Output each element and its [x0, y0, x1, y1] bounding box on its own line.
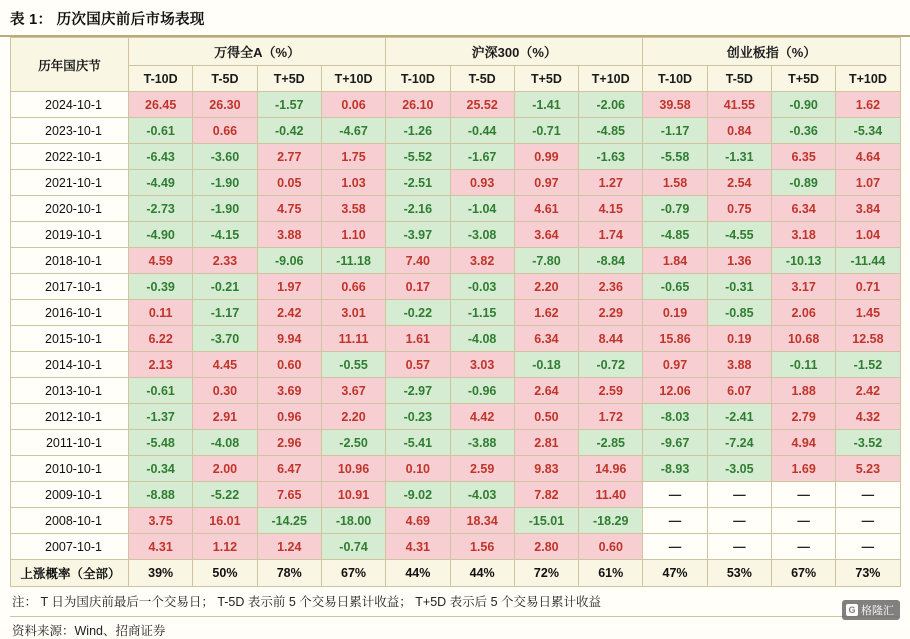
data-cell: 4.69 [386, 508, 450, 534]
probability-cell: 44% [450, 560, 514, 587]
probability-cell: 73% [836, 560, 900, 587]
data-cell: -3.05 [707, 456, 771, 482]
data-cell: 3.75 [129, 508, 193, 534]
table-row [11, 196, 901, 222]
data-cell: 0.71 [836, 274, 900, 300]
data-cell: -4.67 [321, 118, 385, 144]
data-cell: -0.61 [129, 118, 193, 144]
data-cell: -11.18 [321, 248, 385, 274]
data-cell: -0.22 [386, 300, 450, 326]
data-cell: -0.34 [129, 456, 193, 482]
data-cell: -0.42 [257, 118, 321, 144]
row-label: 2023-10-1 [11, 118, 129, 144]
table-row [11, 300, 901, 326]
table-row [11, 326, 901, 352]
data-cell: 0.75 [707, 196, 771, 222]
data-cell: 2.42 [257, 300, 321, 326]
table-row [11, 508, 901, 534]
data-cell: -7.24 [707, 430, 771, 456]
data-cell: 0.11 [129, 300, 193, 326]
page-title: 表 1： 历次国庆前后市场表现 [10, 12, 205, 28]
data-cell: 7.82 [514, 482, 578, 508]
data-cell: -1.67 [450, 144, 514, 170]
data-cell: 0.30 [193, 378, 257, 404]
data-cell: 1.24 [257, 534, 321, 560]
sub-header-t+10d-1: T+10D [321, 66, 385, 92]
data-cell: -2.97 [386, 378, 450, 404]
data-cell: 2.06 [771, 300, 835, 326]
data-cell: 5.23 [836, 456, 900, 482]
sub-header-t+5d-1: T+5D [257, 66, 321, 92]
data-cell: -0.79 [643, 196, 707, 222]
table-row [11, 118, 901, 144]
data-cell: 6.22 [129, 326, 193, 352]
row-label: 2021-10-1 [11, 170, 129, 196]
data-cell: -0.71 [514, 118, 578, 144]
row-label: 2008-10-1 [11, 508, 129, 534]
table-row [11, 248, 901, 274]
data-cell: 3.01 [321, 300, 385, 326]
data-cell: -18.00 [321, 508, 385, 534]
data-cell: -0.11 [771, 352, 835, 378]
data-cell: -0.23 [386, 404, 450, 430]
market-performance-table [10, 37, 901, 587]
data-cell: -5.34 [836, 118, 900, 144]
data-cell: -0.96 [450, 378, 514, 404]
data-cell: 3.69 [257, 378, 321, 404]
data-cell: 11.11 [321, 326, 385, 352]
data-cell: -15.01 [514, 508, 578, 534]
data-cell: 0.50 [514, 404, 578, 430]
row-label: 2020-10-1 [11, 196, 129, 222]
data-cell: 3.84 [836, 196, 900, 222]
source-note: 资料来源：Wind、招商证券 [12, 624, 166, 639]
data-cell: -3.08 [450, 222, 514, 248]
data-cell: 0.57 [386, 352, 450, 378]
data-cell: 3.82 [450, 248, 514, 274]
data-cell: 2.81 [514, 430, 578, 456]
data-cell: -0.61 [129, 378, 193, 404]
data-cell: -4.49 [129, 170, 193, 196]
data-cell: 1.69 [771, 456, 835, 482]
data-cell: -1.63 [579, 144, 643, 170]
data-cell: 2.77 [257, 144, 321, 170]
group-header-wande: 万得全A（%） [129, 38, 386, 66]
probability-row-label: 上涨概率（全部） [11, 560, 129, 587]
data-cell: 4.64 [836, 144, 900, 170]
data-cell: -3.52 [836, 430, 900, 456]
data-cell: -18.29 [579, 508, 643, 534]
data-cell: -2.51 [386, 170, 450, 196]
data-cell: -8.88 [129, 482, 193, 508]
data-cell: -5.52 [386, 144, 450, 170]
data-cell: -1.17 [643, 118, 707, 144]
probability-row [11, 560, 901, 587]
row-label: 2011-10-1 [11, 430, 129, 456]
sub-header-t-10d-2: T-10D [386, 66, 450, 92]
data-cell: -0.21 [193, 274, 257, 300]
data-cell: -0.85 [707, 300, 771, 326]
data-cell: 1.56 [450, 534, 514, 560]
data-cell: 0.17 [386, 274, 450, 300]
probability-cell: 53% [707, 560, 771, 587]
data-cell: 1.27 [579, 170, 643, 196]
data-cell: 2.54 [707, 170, 771, 196]
data-cell: -4.55 [707, 222, 771, 248]
data-cell: 11.40 [579, 482, 643, 508]
row-label: 2022-10-1 [11, 144, 129, 170]
row-label: 2010-10-1 [11, 456, 129, 482]
data-cell: 1.74 [579, 222, 643, 248]
data-cell: -1.37 [129, 404, 193, 430]
sub-header-t-5d-2: T-5D [450, 66, 514, 92]
row-label: 2016-10-1 [11, 300, 129, 326]
data-cell: -0.36 [771, 118, 835, 144]
probability-cell: 47% [643, 560, 707, 587]
data-cell: 1.36 [707, 248, 771, 274]
footnote: 注： T 日为国庆前最后一个交易日； T-5D 表示前 5 个交易日累计收益； T+5D 表示后 5 个交易日累计收益 [12, 595, 602, 609]
data-cell: 1.62 [514, 300, 578, 326]
data-cell: 0.66 [321, 274, 385, 300]
data-cell: -5.22 [193, 482, 257, 508]
data-cell: 3.67 [321, 378, 385, 404]
data-cell: 1.88 [771, 378, 835, 404]
data-cell: 2.29 [579, 300, 643, 326]
data-cell: -9.02 [386, 482, 450, 508]
data-cell: — [707, 508, 771, 534]
data-cell: — [771, 508, 835, 534]
data-cell: 2.13 [129, 352, 193, 378]
probability-cell: 72% [514, 560, 578, 587]
row-label: 2019-10-1 [11, 222, 129, 248]
data-cell: 1.45 [836, 300, 900, 326]
data-cell: 2.00 [193, 456, 257, 482]
data-cell: 39.58 [643, 92, 707, 118]
data-cell: 9.83 [514, 456, 578, 482]
data-cell: 0.60 [257, 352, 321, 378]
data-cell: -0.55 [321, 352, 385, 378]
data-cell: — [643, 534, 707, 560]
data-cell: -0.44 [450, 118, 514, 144]
data-cell: -5.48 [129, 430, 193, 456]
data-cell: — [771, 534, 835, 560]
data-cell: -0.65 [643, 274, 707, 300]
row-label: 2018-10-1 [11, 248, 129, 274]
data-cell: 4.75 [257, 196, 321, 222]
table-row [11, 456, 901, 482]
data-cell: 3.64 [514, 222, 578, 248]
data-cell: 1.58 [643, 170, 707, 196]
data-cell: 9.94 [257, 326, 321, 352]
data-cell: 1.03 [321, 170, 385, 196]
data-cell: -3.60 [193, 144, 257, 170]
data-cell: 3.88 [707, 352, 771, 378]
data-cell: -4.15 [193, 222, 257, 248]
probability-cell: 50% [193, 560, 257, 587]
data-cell: 7.65 [257, 482, 321, 508]
data-cell: 26.45 [129, 92, 193, 118]
data-cell: -5.58 [643, 144, 707, 170]
data-cell: — [836, 482, 900, 508]
table-row [11, 144, 901, 170]
data-cell: -4.03 [450, 482, 514, 508]
watermark [842, 600, 900, 620]
data-cell: 18.34 [450, 508, 514, 534]
data-cell: 0.97 [643, 352, 707, 378]
data-cell: 4.15 [579, 196, 643, 222]
data-cell: 6.07 [707, 378, 771, 404]
data-cell: — [836, 508, 900, 534]
data-cell: -14.25 [257, 508, 321, 534]
data-cell: -10.13 [771, 248, 835, 274]
data-cell: -2.50 [321, 430, 385, 456]
data-cell: 0.19 [643, 300, 707, 326]
data-cell: 8.44 [579, 326, 643, 352]
table-title-bar [0, 0, 910, 37]
data-cell: 1.07 [836, 170, 900, 196]
data-cell: 7.40 [386, 248, 450, 274]
data-cell: 0.66 [193, 118, 257, 144]
sub-header-t-10d-1: T-10D [129, 66, 193, 92]
data-cell: 1.84 [643, 248, 707, 274]
data-cell: 1.61 [386, 326, 450, 352]
data-cell: — [707, 482, 771, 508]
data-cell: -9.67 [643, 430, 707, 456]
data-cell: -1.57 [257, 92, 321, 118]
data-cell: -1.90 [193, 196, 257, 222]
data-cell: 6.34 [514, 326, 578, 352]
data-cell: 0.97 [514, 170, 578, 196]
data-cell: 10.91 [321, 482, 385, 508]
data-cell: -0.89 [771, 170, 835, 196]
data-cell: -2.85 [579, 430, 643, 456]
data-cell: -6.43 [129, 144, 193, 170]
group-header-row [11, 38, 901, 66]
data-cell: -2.06 [579, 92, 643, 118]
data-cell: 2.79 [771, 404, 835, 430]
watermark-logo-icon: G [846, 604, 858, 616]
data-cell: -4.85 [643, 222, 707, 248]
row-label: 2024-10-1 [11, 92, 129, 118]
table-row [11, 274, 901, 300]
row-label: 2014-10-1 [11, 352, 129, 378]
data-cell: 10.68 [771, 326, 835, 352]
data-cell: 4.61 [514, 196, 578, 222]
data-cell: -1.26 [386, 118, 450, 144]
data-cell: -2.73 [129, 196, 193, 222]
data-cell: 4.45 [193, 352, 257, 378]
data-cell: 2.36 [579, 274, 643, 300]
data-cell: 3.03 [450, 352, 514, 378]
data-cell: -4.85 [579, 118, 643, 144]
data-cell: 0.60 [579, 534, 643, 560]
sub-header-t-5d-3: T-5D [707, 66, 771, 92]
data-cell: 0.19 [707, 326, 771, 352]
data-cell: 2.64 [514, 378, 578, 404]
group-header-hs300: 沪深300（%） [386, 38, 643, 66]
data-cell: -1.90 [193, 170, 257, 196]
data-cell: 1.04 [836, 222, 900, 248]
data-cell: -0.74 [321, 534, 385, 560]
data-cell: 2.59 [450, 456, 514, 482]
data-cell: 1.10 [321, 222, 385, 248]
data-cell: -0.03 [450, 274, 514, 300]
data-cell: 0.84 [707, 118, 771, 144]
data-cell: 25.52 [450, 92, 514, 118]
data-cell: 0.99 [514, 144, 578, 170]
data-cell: 3.88 [257, 222, 321, 248]
data-cell: 1.75 [321, 144, 385, 170]
table-row [11, 352, 901, 378]
data-cell: 4.32 [836, 404, 900, 430]
data-cell: 6.34 [771, 196, 835, 222]
data-cell: -4.08 [193, 430, 257, 456]
data-cell: -1.17 [193, 300, 257, 326]
data-cell: 3.17 [771, 274, 835, 300]
sub-header-t+10d-2: T+10D [579, 66, 643, 92]
data-cell: -3.70 [193, 326, 257, 352]
data-cell: -1.04 [450, 196, 514, 222]
data-cell: -9.06 [257, 248, 321, 274]
data-cell: 2.59 [579, 378, 643, 404]
data-cell: -0.18 [514, 352, 578, 378]
probability-cell: 67% [771, 560, 835, 587]
data-cell: — [836, 534, 900, 560]
data-cell: 4.42 [450, 404, 514, 430]
data-cell: -1.41 [514, 92, 578, 118]
data-cell: — [643, 482, 707, 508]
data-cell: 10.96 [321, 456, 385, 482]
sub-header-t-5d-1: T-5D [193, 66, 257, 92]
data-cell: 2.20 [321, 404, 385, 430]
data-cell: 1.72 [579, 404, 643, 430]
data-cell: 0.93 [450, 170, 514, 196]
data-cell: -1.15 [450, 300, 514, 326]
data-cell: 0.96 [257, 404, 321, 430]
group-header-chinext: 创业板指（%） [643, 38, 900, 66]
sub-header-t+5d-3: T+5D [771, 66, 835, 92]
data-cell: 1.97 [257, 274, 321, 300]
watermark-label: 格隆汇 [861, 605, 894, 617]
data-cell: 12.58 [836, 326, 900, 352]
table-row [11, 222, 901, 248]
data-cell: -1.31 [707, 144, 771, 170]
probability-cell: 61% [579, 560, 643, 587]
row-label: 2009-10-1 [11, 482, 129, 508]
row-label: 2012-10-1 [11, 404, 129, 430]
data-cell: — [771, 482, 835, 508]
table-row [11, 378, 901, 404]
data-cell: 0.10 [386, 456, 450, 482]
table-row [11, 430, 901, 456]
data-cell: 4.59 [129, 248, 193, 274]
data-cell: -0.31 [707, 274, 771, 300]
data-cell: -2.16 [386, 196, 450, 222]
data-cell: 1.12 [193, 534, 257, 560]
data-cell: 12.06 [643, 378, 707, 404]
data-cell: -3.88 [450, 430, 514, 456]
data-cell: -1.52 [836, 352, 900, 378]
data-cell: 26.30 [193, 92, 257, 118]
data-cell: 2.80 [514, 534, 578, 560]
data-cell: -0.72 [579, 352, 643, 378]
data-cell: -4.08 [450, 326, 514, 352]
data-cell: 26.10 [386, 92, 450, 118]
data-cell: 0.05 [257, 170, 321, 196]
data-cell: 41.55 [707, 92, 771, 118]
row-label: 2015-10-1 [11, 326, 129, 352]
table-row [11, 534, 901, 560]
row-label: 2007-10-1 [11, 534, 129, 560]
data-cell: -7.80 [514, 248, 578, 274]
sub-header-t+10d-3: T+10D [836, 66, 900, 92]
data-cell: 0.06 [321, 92, 385, 118]
data-cell: -3.97 [386, 222, 450, 248]
data-cell: 3.18 [771, 222, 835, 248]
data-cell: 6.47 [257, 456, 321, 482]
data-cell: -8.93 [643, 456, 707, 482]
data-cell: 6.35 [771, 144, 835, 170]
data-cell: 2.42 [836, 378, 900, 404]
data-cell: 4.31 [129, 534, 193, 560]
data-cell: 4.31 [386, 534, 450, 560]
data-cell: 4.94 [771, 430, 835, 456]
data-cell: -2.41 [707, 404, 771, 430]
data-cell: -8.84 [579, 248, 643, 274]
data-cell: -0.39 [129, 274, 193, 300]
data-cell: — [643, 508, 707, 534]
data-cell: 2.96 [257, 430, 321, 456]
sub-header-t-10d-3: T-10D [643, 66, 707, 92]
data-cell: 1.62 [836, 92, 900, 118]
data-cell: -5.41 [386, 430, 450, 456]
table-row [11, 404, 901, 430]
data-cell: 14.96 [579, 456, 643, 482]
table-row [11, 92, 901, 118]
row-label: 2013-10-1 [11, 378, 129, 404]
probability-cell: 67% [321, 560, 385, 587]
data-cell: -0.90 [771, 92, 835, 118]
data-cell: 2.91 [193, 404, 257, 430]
corner-header: 历年国庆节 [11, 38, 129, 92]
data-cell: -11.44 [836, 248, 900, 274]
data-cell: 2.20 [514, 274, 578, 300]
sub-header-t+5d-2: T+5D [514, 66, 578, 92]
probability-cell: 78% [257, 560, 321, 587]
data-cell: 15.86 [643, 326, 707, 352]
data-cell: -4.90 [129, 222, 193, 248]
data-cell: -8.03 [643, 404, 707, 430]
table-row [11, 170, 901, 196]
sub-header-row [11, 66, 901, 92]
data-cell: 16.01 [193, 508, 257, 534]
table-row [11, 482, 901, 508]
data-cell: 3.58 [321, 196, 385, 222]
table-body [11, 92, 901, 587]
data-cell: — [707, 534, 771, 560]
divider [10, 616, 900, 617]
data-cell: 2.33 [193, 248, 257, 274]
probability-cell: 44% [386, 560, 450, 587]
probability-cell: 39% [129, 560, 193, 587]
row-label: 2017-10-1 [11, 274, 129, 300]
